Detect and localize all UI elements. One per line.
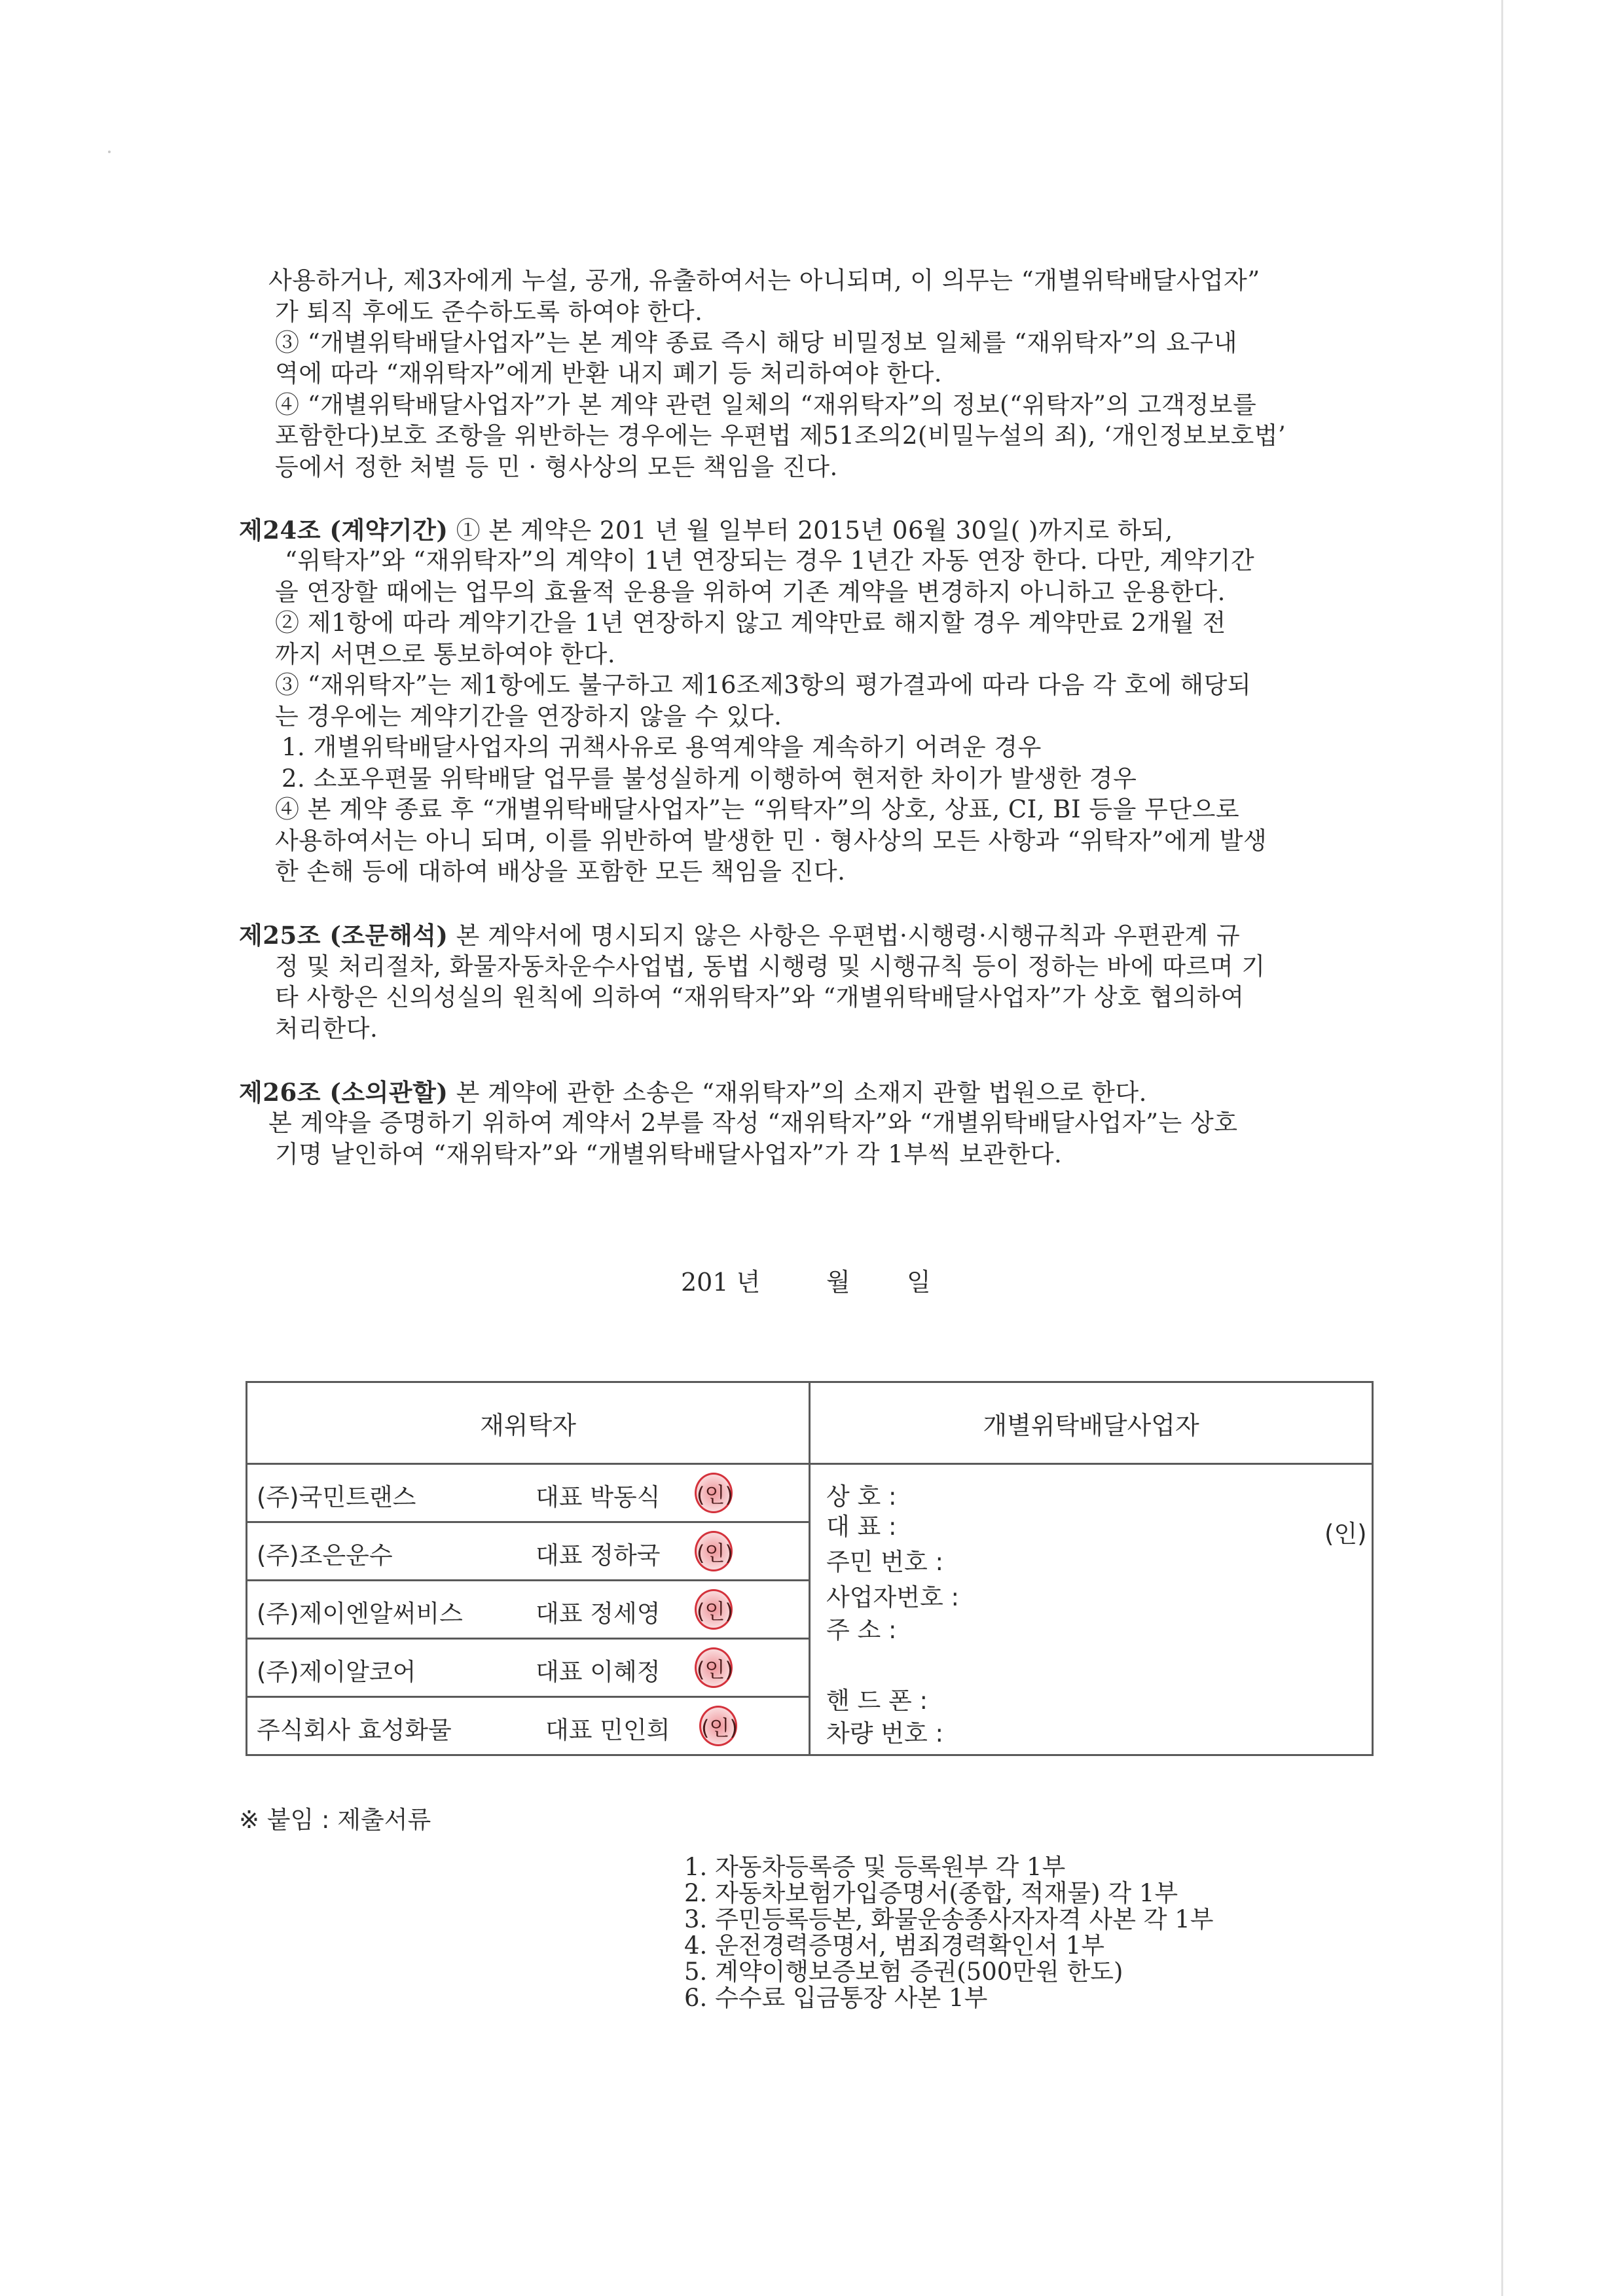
article-25-heading: 제25조 (조문해석) (239, 921, 448, 950)
article-24-line: ③ “재위탁자”는 제1항에도 불구하고 제16조제3항의 평가결과에 따라 다음 각 호에 해당되 (275, 671, 1252, 699)
article-25-first-line: 제25조 (조문해석) 본 계약서에 명시되지 않은 사항은 우편법·시행령·시행규칙과 우편관계 규 (239, 921, 1241, 950)
attachment-item: 5. 계약이행보증보험 증권(500만원 한도) (684, 1958, 1123, 1986)
article-24-line: 한 손해 등에 대하여 배상을 포함한 모든 책임을 진다. (275, 857, 846, 886)
article-26-line: 본 계약을 증명하기 위하여 계약서 2부를 작성 “재위탁자”와 “개별위탁배달사업자”는 상호 (268, 1109, 1238, 1137)
article-24-line: 사용하여서는 아니 되며, 이를 위반하여 발생한 민 · 형사상의 모든 사항과 “위탁자”에게 발생 (275, 827, 1267, 855)
body-line: 등에서 정한 처벌 등 민 · 형사상의 모든 책임을 진다. (275, 453, 838, 481)
date-month: 월 (826, 1268, 850, 1297)
seal-stamp: (인) (695, 1589, 733, 1630)
company-name: (주)제이알코어 (257, 1658, 416, 1686)
article-24-line: 는 경우에는 계약기간을 연장하지 않을 수 있다. (275, 702, 782, 730)
date-year: 201 년 (681, 1268, 761, 1297)
article-24-line: ② 제1항에 따라 계약기간을 1년 연장하지 않고 계약만료 해지할 경우 계약만료 2개월 전 (275, 609, 1226, 637)
attachment-item: 2. 자동차보험가입증명서(종합, 적재물) 각 1부 (684, 1879, 1178, 1907)
attachment-item: 4. 운전경력증명서, 범죄경력확인서 1부 (684, 1931, 1105, 1960)
article-24-line: 1. 개별위탁배달사업자의 귀책사유로 용역계약을 계속하기 어려운 경우 (282, 733, 1042, 761)
company-row (247, 1522, 810, 1581)
body-line: 가 퇴직 후에도 준수하도록 하여야 한다. (275, 298, 703, 326)
company-row (247, 1464, 810, 1522)
article-24-line: 2. 소포우편물 위탁배달 업무를 불성실하게 이행하여 현저한 차이가 발생한 경우 (282, 764, 1137, 793)
attachment-item: 3. 주민등록등본, 화물운송종사자자격 사본 각 1부 (684, 1905, 1214, 1933)
field-business-number: 사업자번호 : (826, 1583, 959, 1611)
contractor-seal-mark: (인) (1324, 1520, 1367, 1548)
seal-stamp: (인) (695, 1473, 733, 1513)
company-name: (주)국민트랜스 (257, 1483, 416, 1511)
body-line: 포함한다)보호 조항을 위반하는 경우에는 우편법 제51조의2(비밀누설의 죄), ‘개인정보보호법’ (275, 422, 1286, 450)
right-header: 개별위탁배달사업자 (810, 1382, 1373, 1464)
body-line: 역에 따라 “재위탁자”에게 반환 내지 폐기 등 처리하여야 한다. (275, 359, 942, 387)
article-24-line: 까지 서면으로 통보하여야 한다. (275, 640, 616, 668)
page-edge-line (1501, 0, 1503, 2296)
field-resident-number: 주민 번호 : (826, 1548, 943, 1576)
attachment-item: 6. 수수료 입금통장 사본 1부 (684, 1984, 988, 2012)
body-line: 사용하거나, 제3자에게 누설, 공개, 유출하여서는 아니되며, 이 의무는 “개별위탁배달사업자” (268, 266, 1260, 295)
contractor-info-cell (810, 1464, 1373, 1755)
article-24-line: “위탁자”와 “재위탁자”의 계약이 1년 연장되는 경우 1년간 자동 연장 한다. 다만, 계약기간 (285, 547, 1255, 575)
seal-stamp: (인) (695, 1647, 733, 1688)
article-25-line: 정 및 처리절차, 화물자동차운수사업법, 동법 시행령 및 시행규칙 등이 정하는 바에 따르며 기 (275, 952, 1266, 980)
article-24-first-line: 제24조 (계약기간) ① 본 계약은 201 년 월 일부터 2015년 06월 30일( )까지로 하되, (239, 516, 1173, 545)
company-row (247, 1581, 810, 1639)
company-row (247, 1639, 810, 1697)
article-26-first-line: 제26조 (소의관할) 본 계약에 관한 소송은 “재위탁자”의 소재지 관할 법원으로 한다. (239, 1078, 1147, 1107)
seal-stamp: (인) (695, 1531, 733, 1571)
attachments-heading: ※ 붙임 : 제출서류 (239, 1806, 431, 1834)
article-25-line: 처리한다. (275, 1014, 378, 1043)
field-address: 주 소 : (826, 1616, 897, 1644)
company-representative: 대표 박동식 (536, 1483, 661, 1511)
date-day: 일 (907, 1268, 931, 1297)
article-26-heading: 제26조 (소의관할) (239, 1078, 448, 1107)
company-representative: 대표 정하국 (536, 1541, 661, 1570)
article-26-line: 기명 날인하여 “재위탁자”와 “개별위탁배달사업자”가 각 1부씩 보관한다. (275, 1140, 1063, 1168)
company-row (247, 1697, 810, 1755)
article-24-line: ④ 본 계약 종료 후 “개별위탁배달사업자”는 “위탁자”의 상호, 상표, CI, BI 등을 무단으로 (275, 795, 1240, 823)
left-header: 재위탁자 (247, 1382, 810, 1464)
article-25-line: 타 사항은 신의성실의 원칙에 의하여 “재위탁자”와 “개별위탁배달사업자”가 상호 협의하여 (275, 983, 1245, 1011)
article-24-line: 을 연장할 때에는 업무의 효율적 운용을 위하여 기존 계약을 변경하지 아니하고 운용한다. (275, 578, 1226, 606)
body-line: ③ “개별위탁배달사업자”는 본 계약 종료 즉시 해당 비밀정보 일체를 “재위탁자”의 요구내 (275, 329, 1238, 357)
field-mobile: 핸 드 폰 : (826, 1687, 928, 1715)
signature-table (246, 1381, 1374, 1756)
company-name: 주식회사 효성화물 (257, 1716, 452, 1744)
company-representative: 대표 이혜정 (536, 1658, 661, 1686)
scan-speck (108, 151, 111, 153)
company-representative: 대표 민인희 (545, 1716, 670, 1744)
company-representative: 대표 정세영 (536, 1600, 661, 1628)
field-representative: 대 표 : (826, 1513, 897, 1541)
field-trade-name: 상 호 : (826, 1482, 897, 1511)
company-name: (주)제이엔알써비스 (257, 1600, 463, 1628)
company-name: (주)조은운수 (257, 1541, 393, 1570)
field-vehicle-number: 차량 번호 : (826, 1719, 943, 1748)
article-24-heading: 제24조 (계약기간) (239, 516, 448, 545)
attachment-item: 1. 자동차등록증 및 등록원부 각 1부 (684, 1853, 1066, 1881)
seal-stamp: (인) (699, 1706, 737, 1746)
body-line: ④ “개별위탁배달사업자”가 본 계약 관련 일체의 “재위탁자”의 정보(“위탁자”의 고객정보를 (275, 391, 1257, 419)
